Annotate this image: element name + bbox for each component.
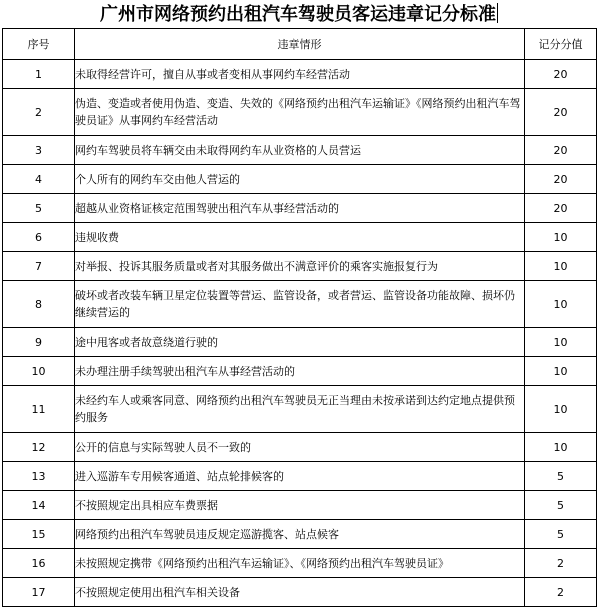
table-row (3, 194, 597, 223)
row-seq: 3 (3, 136, 75, 165)
row-seq: 14 (3, 491, 75, 520)
row-score: 10 (525, 281, 597, 328)
row-seq: 7 (3, 252, 75, 281)
row-seq: 4 (3, 165, 75, 194)
row-score: 5 (525, 462, 597, 491)
table-row (3, 281, 597, 328)
table-row (3, 462, 597, 491)
table-row (3, 165, 597, 194)
row-score: 20 (525, 136, 597, 165)
table-row (3, 386, 597, 433)
row-seq: 1 (3, 60, 75, 89)
row-score: 20 (525, 89, 597, 136)
title-text: 广州市网络预约出租汽车驾驶员客运违章记分标准 (100, 4, 496, 25)
table-row (3, 520, 597, 549)
row-desc: 未按照规定携带《网络预约出租汽车运输证》、《网络预约出租汽车驾驶员证》 (75, 549, 525, 578)
row-seq: 12 (3, 433, 75, 462)
row-seq: 5 (3, 194, 75, 223)
row-score: 2 (525, 578, 597, 607)
row-desc: 公开的信息与实际驾驶人员不一致的 (75, 433, 525, 462)
row-desc: 对举报、投诉其服务质量或者对其服务做出不满意评价的乘客实施报复行为 (75, 252, 525, 281)
row-seq: 6 (3, 223, 75, 252)
row-desc: 网约车驾驶员将车辆交由未取得网约车从业资格的人员营运 (75, 136, 525, 165)
row-seq: 9 (3, 328, 75, 357)
row-score: 2 (525, 549, 597, 578)
row-seq: 11 (3, 386, 75, 433)
table-row (3, 578, 597, 607)
text-cursor (497, 3, 498, 23)
scoring-table (2, 28, 597, 607)
row-desc: 不按照规定使用出租汽车相关设备 (75, 578, 525, 607)
row-desc: 伪造、变造或者使用伪造、变造、失效的《网络预约出租汽车运输证》《网络预约出租汽车驾驶员证》从事网约车经营活动 (75, 89, 525, 136)
table-row (3, 89, 597, 136)
table-row (3, 433, 597, 462)
table-row (3, 223, 597, 252)
row-desc: 超越从业资格证核定范围驾驶出租汽车从事经营活动的 (75, 194, 525, 223)
row-desc: 途中甩客或者故意绕道行驶的 (75, 328, 525, 357)
row-seq: 10 (3, 357, 75, 386)
row-desc: 未经约车人或乘客同意、网络预约出租汽车驾驶员无正当理由未按承诺到达约定地点提供预约服务 (75, 386, 525, 433)
row-score: 5 (525, 491, 597, 520)
row-score: 5 (525, 520, 597, 549)
table-row (3, 136, 597, 165)
header-desc: 违章情形 (75, 29, 525, 60)
row-seq: 15 (3, 520, 75, 549)
row-desc: 未取得经营许可，擅自从事或者变相从事网约车经营活动 (75, 60, 525, 89)
row-desc: 破坏或者改装车辆卫星定位装置等营运、监管设备，或者营运、监管设备功能故障、损坏仍继续营运的 (75, 281, 525, 328)
header-score: 记分分值 (525, 29, 597, 60)
row-score: 10 (525, 223, 597, 252)
table-row (3, 549, 597, 578)
row-desc: 不按照规定出具相应车费票据 (75, 491, 525, 520)
row-score: 10 (525, 252, 597, 281)
row-desc: 个人所有的网约车交由他人营运的 (75, 165, 525, 194)
row-seq: 16 (3, 549, 75, 578)
row-score: 20 (525, 194, 597, 223)
page-title (0, 2, 598, 28)
row-desc: 未办理注册手续驾驶出租汽车从事经营活动的 (75, 357, 525, 386)
row-score: 20 (525, 165, 597, 194)
table-row (3, 328, 597, 357)
table-row (3, 491, 597, 520)
table-row (3, 252, 597, 281)
row-seq: 8 (3, 281, 75, 328)
table-header-row (3, 29, 597, 60)
row-score: 10 (525, 433, 597, 462)
row-score: 10 (525, 328, 597, 357)
table-row (3, 60, 597, 89)
row-score: 20 (525, 60, 597, 89)
row-seq: 17 (3, 578, 75, 607)
header-seq: 序号 (3, 29, 75, 60)
row-desc: 网络预约出租汽车驾驶员违反规定巡游揽客、站点候客 (75, 520, 525, 549)
row-score: 10 (525, 386, 597, 433)
row-desc: 进入巡游车专用候客通道、站点轮排候客的 (75, 462, 525, 491)
table-row (3, 357, 597, 386)
row-desc: 违规收费 (75, 223, 525, 252)
row-score: 10 (525, 357, 597, 386)
row-seq: 13 (3, 462, 75, 491)
row-seq: 2 (3, 89, 75, 136)
